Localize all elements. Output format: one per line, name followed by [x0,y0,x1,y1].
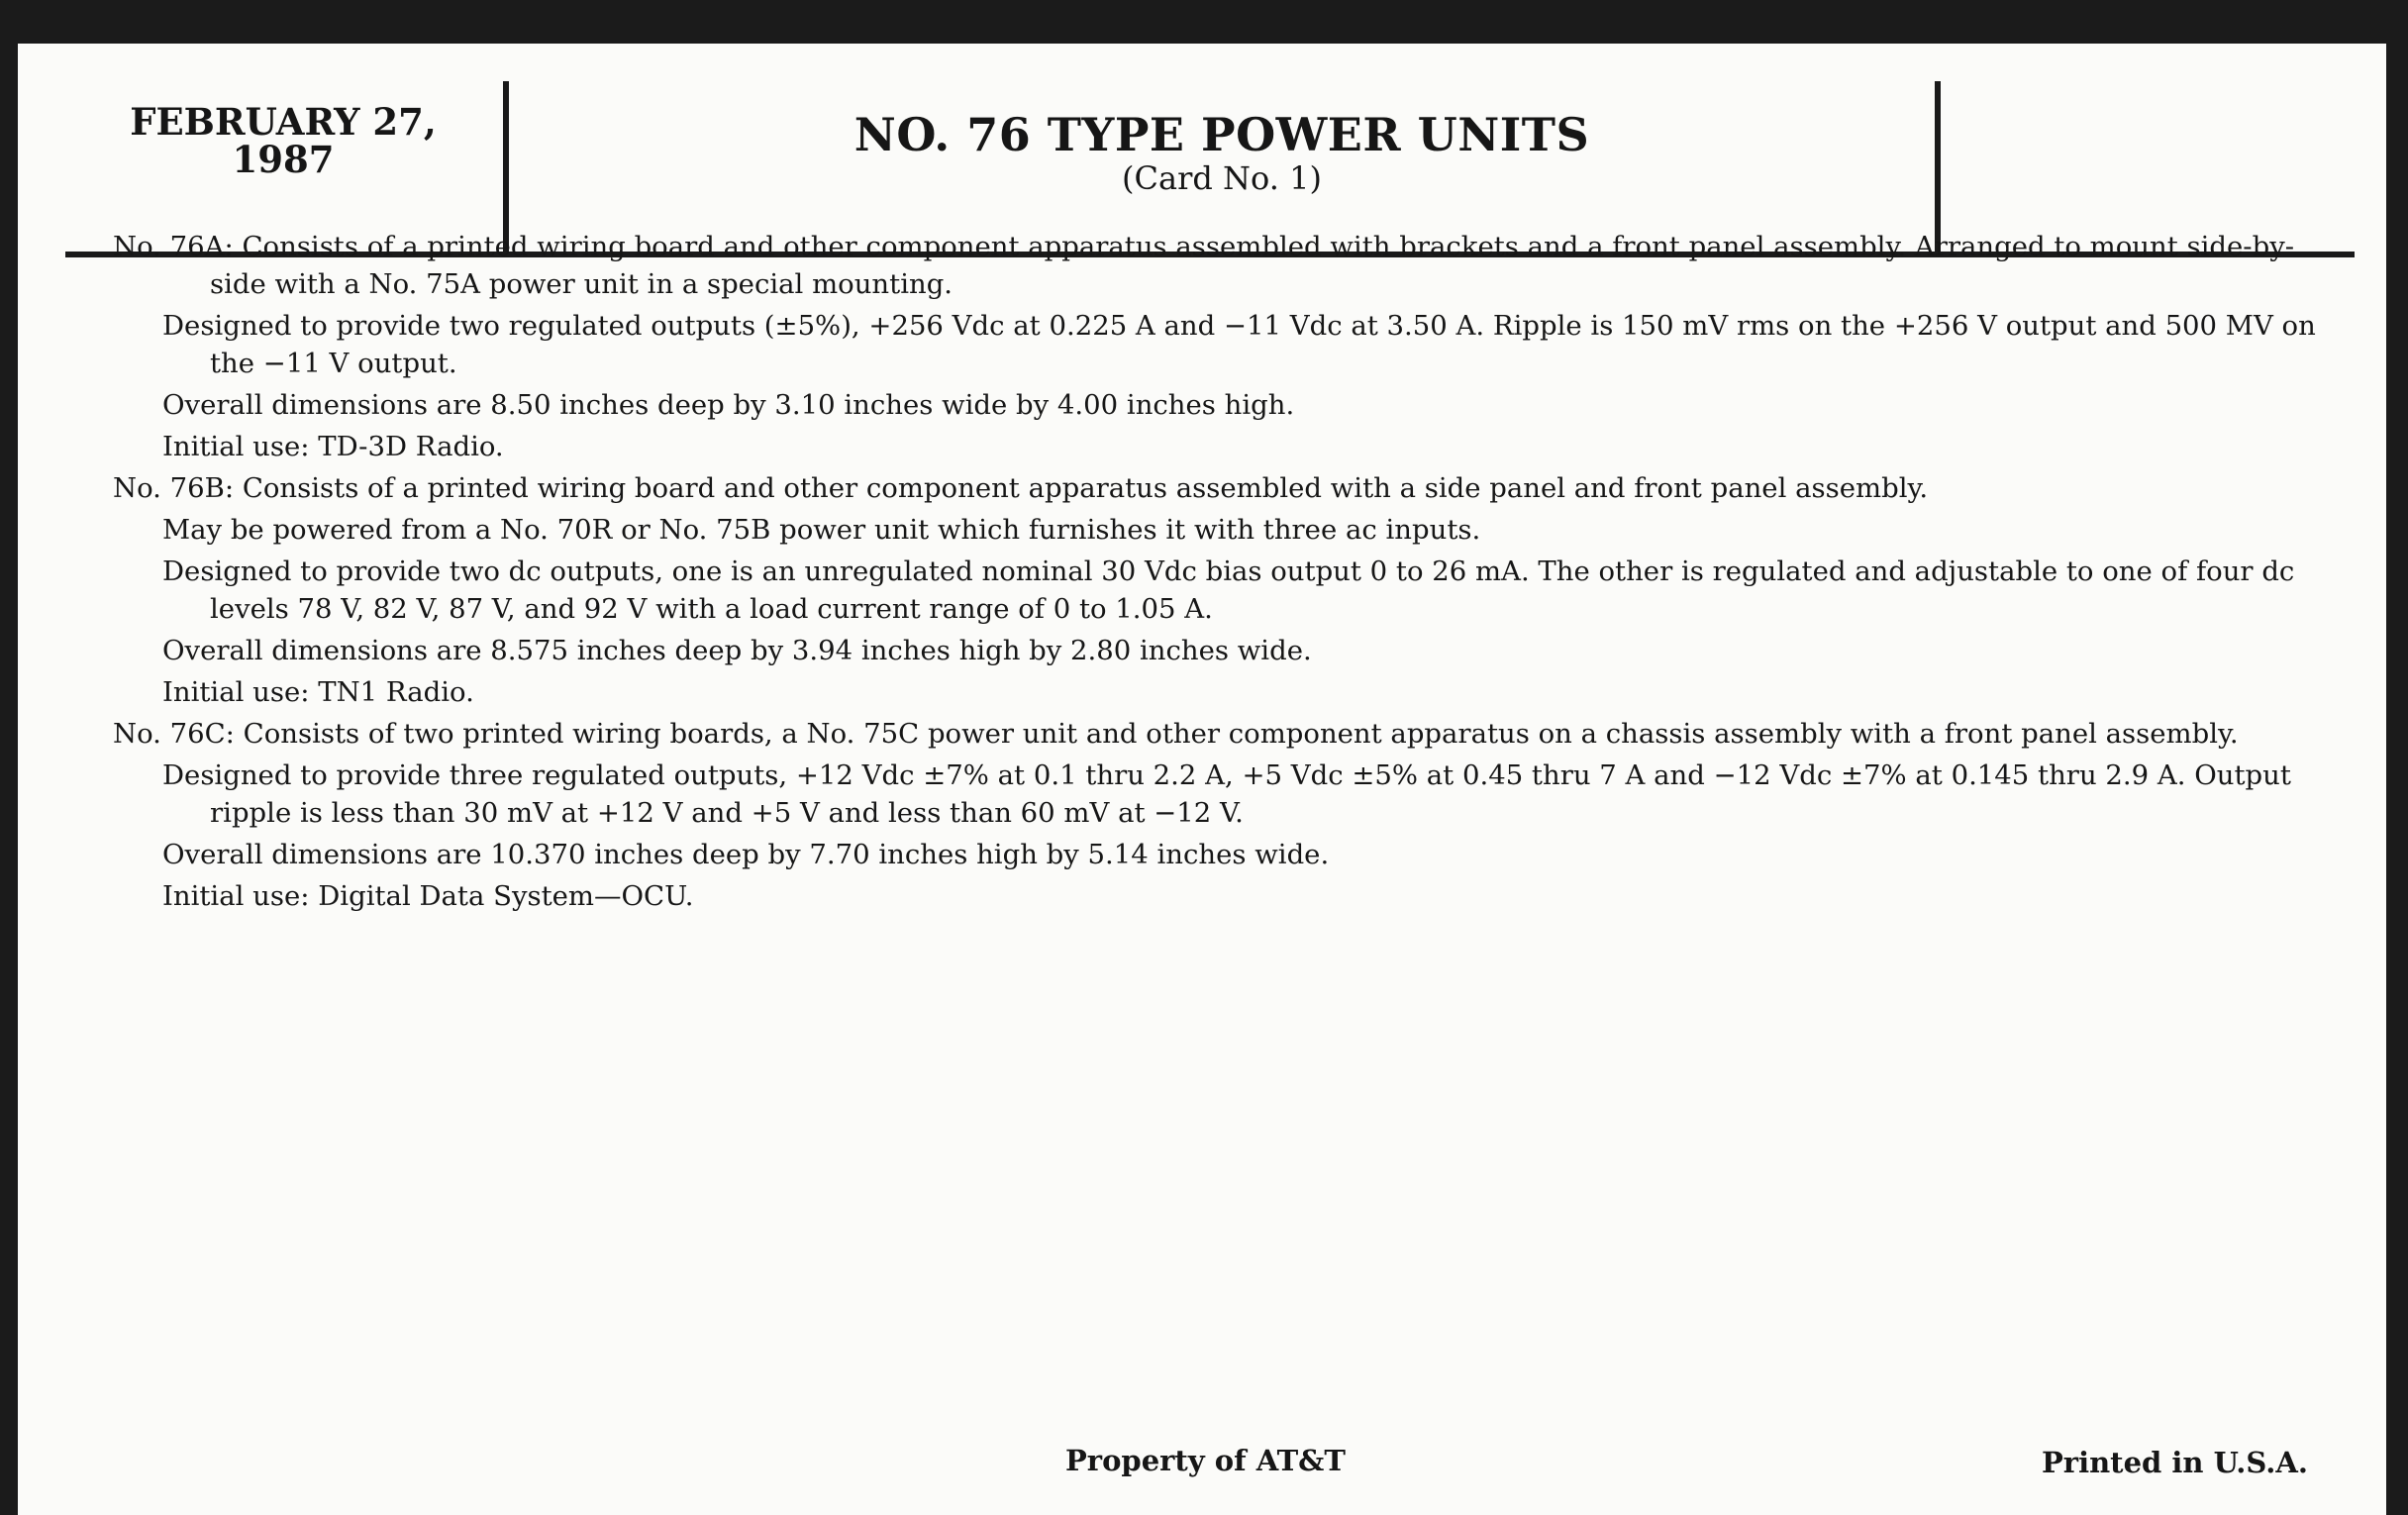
property-notice: Property of AT&T [1065,1444,1346,1477]
card-body [113,228,2339,919]
unit-detail: Designed to provide three regulated outputs, +12 Vdc ±7% at 0.1 thru 2.2 A, +5 Vdc ±5% at 0.45 thru 7 A and −12 Vdc ±7% at 0.145 thru 2.9 A. Output ripple is less than 30 mV at +12 V and +5 V and less than 60 mV at −12 V. [162,759,2291,829]
date-line-1: FEBRUARY 27, [130,100,437,144]
unit-detail: Initial use: TN1 Radio. [162,676,474,708]
unit-description: No. 76B: Consists of a printed wiring board and other component apparatus assembled with a side panel and front panel assembly. [113,472,1929,504]
unit-detail: May be powered from a No. 70R or No. 75B power unit which furnishes it with three ac inputs. [162,514,1481,546]
unit-detail: Initial use: Digital Data System—OCU. [162,880,694,912]
header-divider-right [1935,81,1941,252]
unit-detail: Designed to provide two dc outputs, one is an unregulated nominal 30 Vdc bias output 0 to 26 mA. The other is regulated and adjustable to one of four dc levels 78 V, 82 V, 87 V, and 92 V with a load current range of 0 to 1.05 A. [162,556,2295,625]
unit-description: No. 76C: Consists of two printed wiring boards, a No. 75C power unit and other component apparatus on a chassis assembly with a front panel assembly. [113,718,2239,750]
page-title: NO. 76 TYPE POWER UNITS [853,108,1590,161]
unit-description: No. 76A: Consists of a printed wiring board and other component apparatus assembled with brackets and a front panel assembly. Arranged to mount side-by-side with a No. 75A power unit in a special mounting. [113,231,2295,300]
unit-detail: Overall dimensions are 8.50 inches deep by 3.10 inches wide by 4.00 inches high. [162,389,1295,421]
unit-detail: Overall dimensions are 8.575 inches deep by 3.94 inches high by 2.80 inches wide. [162,635,1312,666]
unit-detail: Designed to provide two regulated outputs (±5%), +256 Vdc at 0.225 A and −11 Vdc at 3.50 A. Ripple is 150 mV rms on the +256 V output and 500 MV on the −11 V output. [162,310,2316,379]
printed-notice: Printed in U.S.A. [2042,1446,2308,1479]
title-block [509,109,1935,196]
unit-detail: Initial use: TD-3D Radio. [162,431,504,462]
date-line-2: 1987 [232,138,335,181]
spec-card [18,44,2386,1515]
date-block [65,100,501,181]
card-number: (Card No. 1) [1122,159,1322,197]
unit-detail: Overall dimensions are 10.370 inches deep by 7.70 inches high by 5.14 inches wide. [162,839,1330,870]
